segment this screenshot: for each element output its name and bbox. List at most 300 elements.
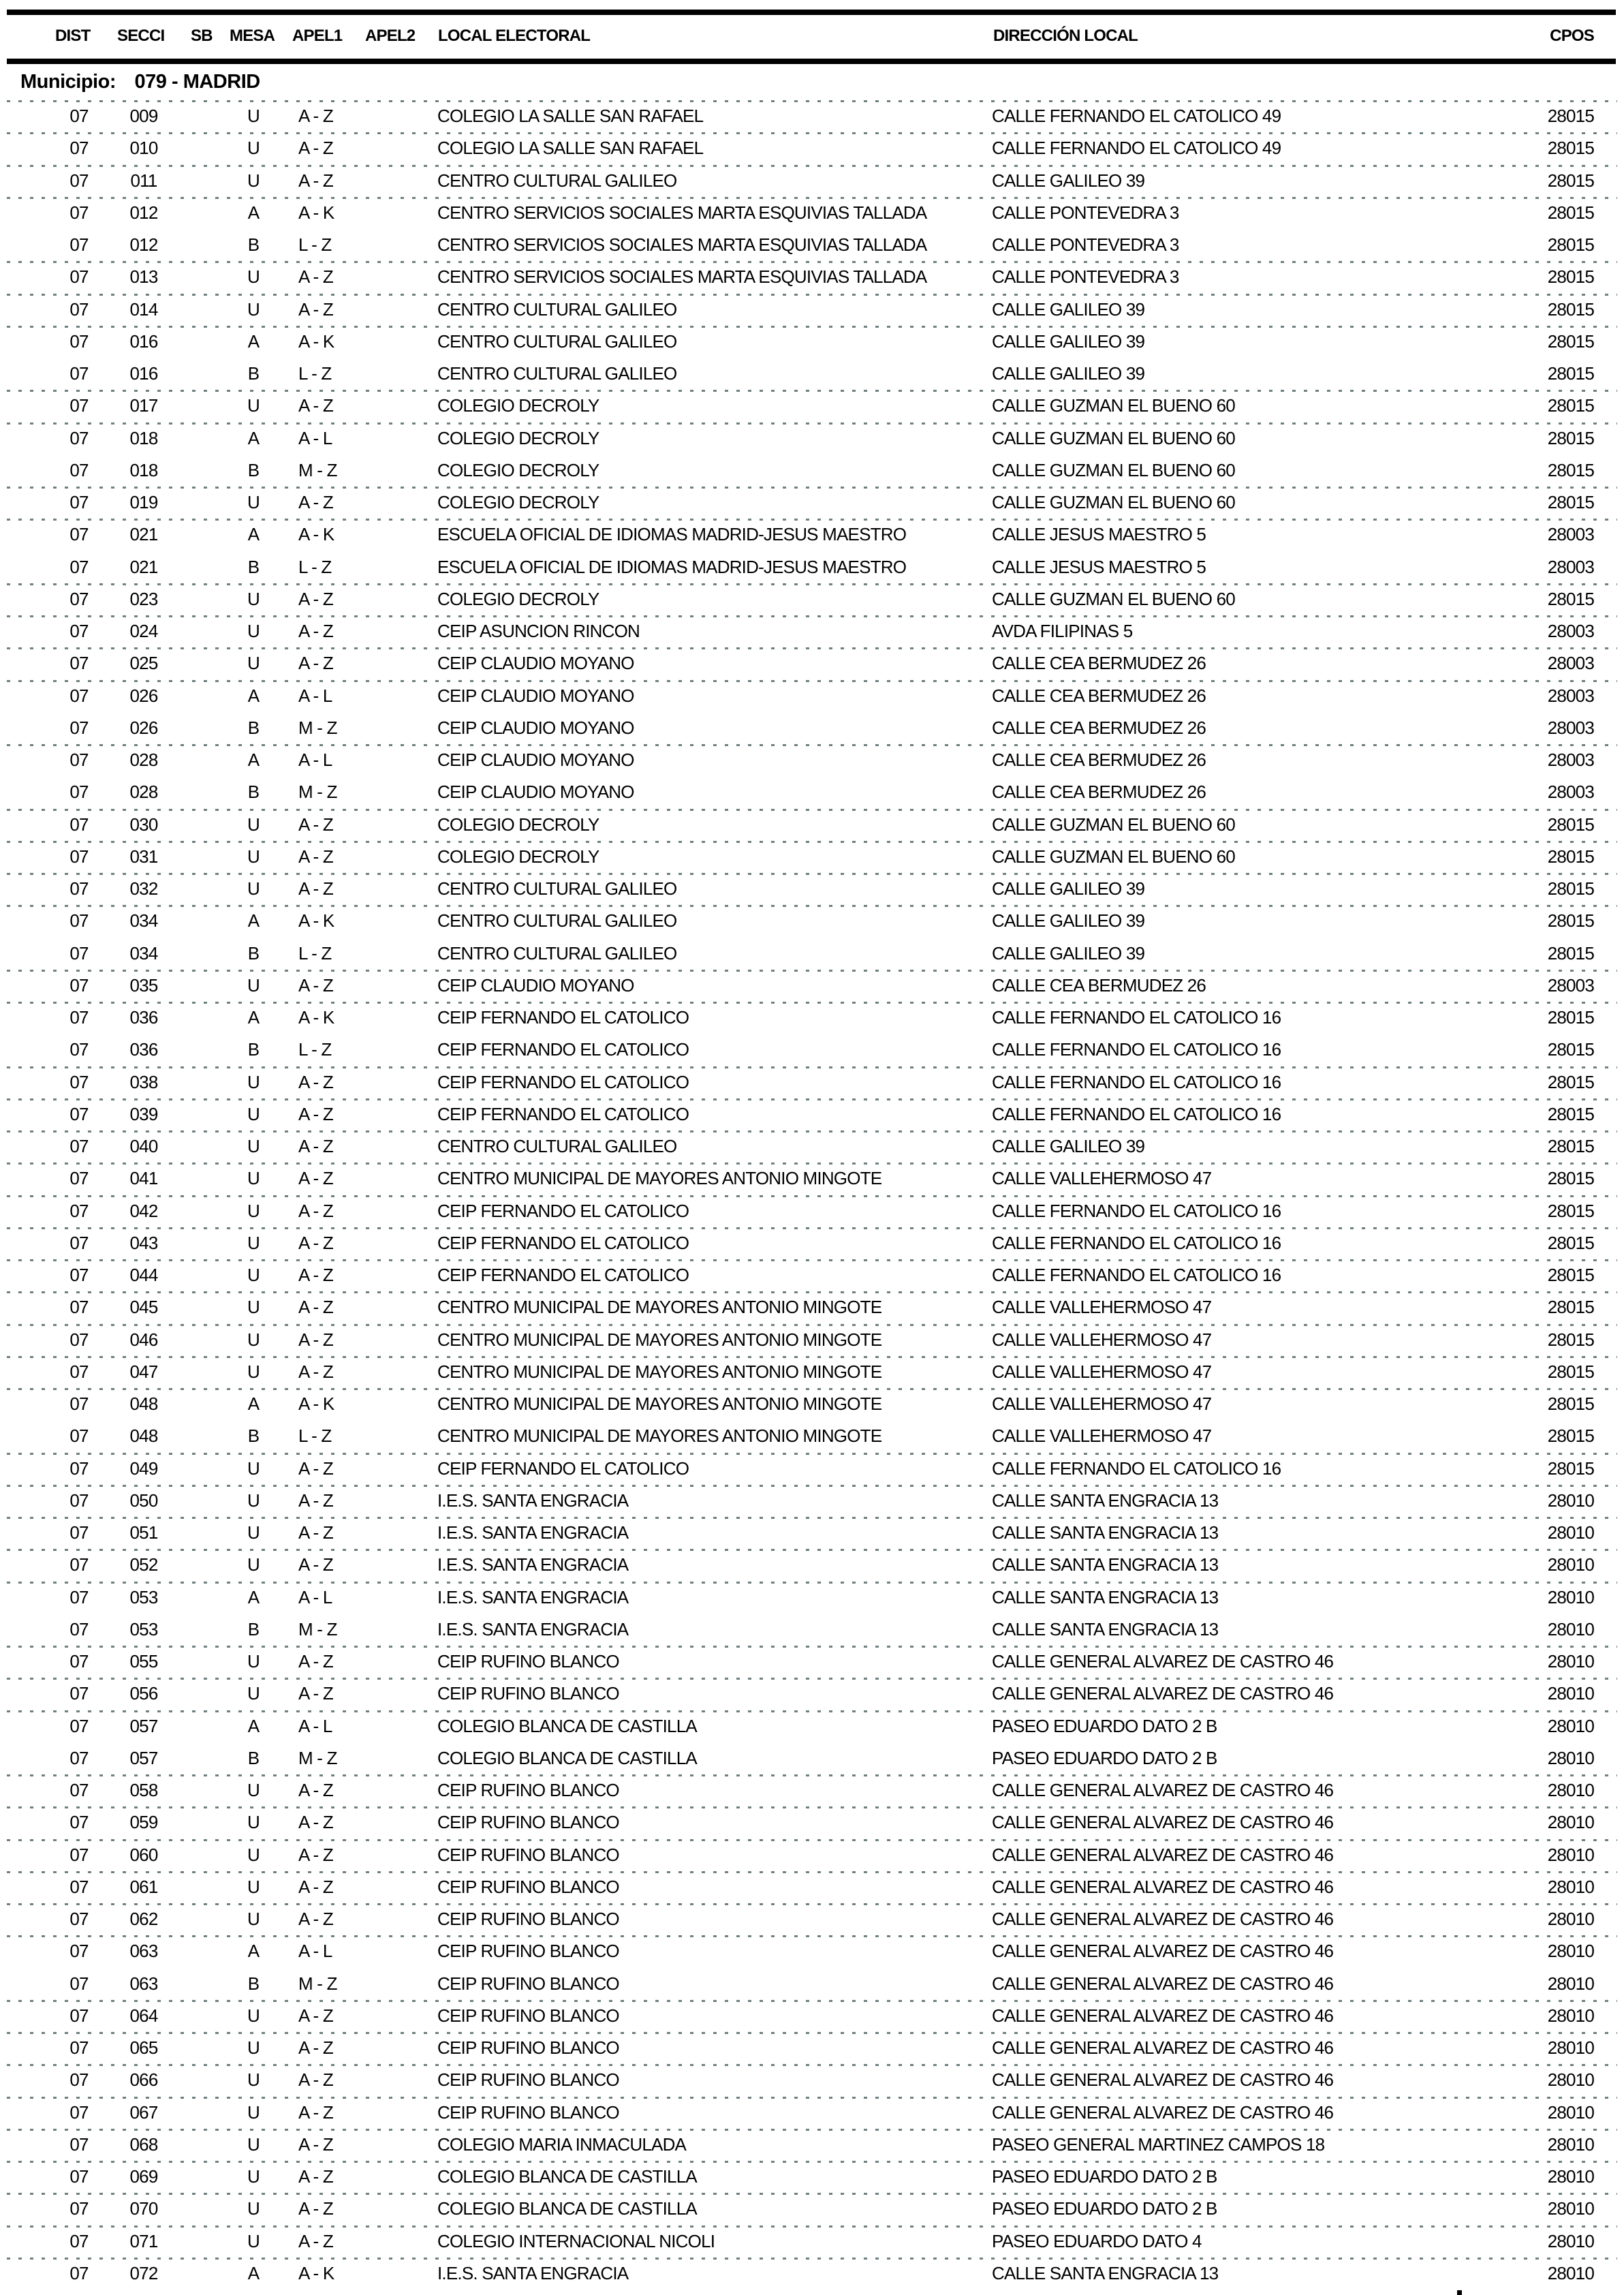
cell-dist: 07 [69, 492, 89, 512]
cell-mesa: U [247, 1812, 260, 1833]
cell-secci: 034 [129, 910, 158, 931]
cell-secci: 011 [130, 170, 157, 191]
cell-mesa: U [247, 1651, 260, 1672]
cell-mesa: A [247, 427, 260, 448]
cell-direccion: CALLE FERNANDO EL CATOLICO 49 [992, 138, 1281, 159]
table-row [0, 197, 1624, 229]
cell-cpos: 28003 [1547, 524, 1594, 545]
cell-secci: 034 [129, 942, 158, 964]
cell-dist: 07 [69, 1554, 89, 1575]
cell-secci: 063 [129, 1973, 158, 1994]
table-row [0, 1582, 1624, 1614]
cell-apel1: A - Z [298, 2230, 333, 2251]
table-row [0, 1098, 1624, 1130]
table-row [0, 841, 1624, 873]
cell-apel1: L - Z [298, 363, 332, 384]
table-row [0, 2000, 1624, 2032]
section-block [0, 487, 1624, 519]
table-row [0, 1259, 1624, 1291]
cell-direccion: CALLE PONTEVEDRA 3 [992, 234, 1179, 255]
cell-dist: 07 [69, 1780, 89, 1800]
table-row [0, 551, 1624, 583]
section-block [0, 1388, 1624, 1453]
cell-local: I.E.S. SANTA ENGRACIA [437, 1522, 629, 1543]
table-row [0, 1356, 1624, 1388]
cell-apel1: A - Z [298, 1780, 333, 1800]
cell-dist: 07 [69, 814, 89, 835]
cell-local: CEIP RUFINO BLANCO [437, 2101, 619, 2123]
table-row [0, 1871, 1624, 1903]
cell-mesa: B [247, 942, 260, 964]
table-row [0, 326, 1624, 358]
cell-direccion: CALLE FERNANDO EL CATOLICO 16 [992, 1232, 1281, 1253]
cell-mesa: U [247, 1780, 260, 1800]
cell-direccion: CALLE GENERAL ALVAREZ DE CASTRO 46 [992, 1844, 1334, 1865]
cell-dist: 07 [69, 1393, 89, 1414]
cell-direccion: CALLE VALLEHERMOSO 47 [992, 1168, 1212, 1189]
cell-sb [191, 1130, 215, 1162]
cell-mesa: U [247, 2005, 260, 2026]
cell-mesa: U [247, 653, 260, 674]
cell-dist: 07 [69, 524, 89, 545]
cell-dist: 07 [69, 782, 89, 803]
cell-local: CEIP FERNANDO EL CATOLICO [437, 1232, 689, 1253]
cell-sb [191, 1678, 215, 1710]
cell-apel1: A - Z [298, 1136, 333, 1156]
cell-cpos: 28015 [1547, 1168, 1594, 1189]
cell-sb [191, 455, 215, 487]
cell-mesa: A [247, 1393, 260, 1414]
cell-cpos: 28010 [1547, 1780, 1594, 1800]
section-block [0, 519, 1624, 583]
cell-direccion: CALLE GUZMAN EL BUENO 60 [992, 459, 1235, 480]
section-block [0, 809, 1624, 841]
cell-mesa: B [247, 1039, 260, 1060]
cell-mesa: A [247, 330, 260, 352]
cell-apel1: A - Z [298, 621, 333, 641]
cell-direccion: CALLE GUZMAN EL BUENO 60 [992, 814, 1235, 835]
cell-mesa: U [247, 1232, 260, 1253]
section-block [0, 2064, 1624, 2096]
cell-local: CEIP FERNANDO EL CATOLICO [437, 1265, 689, 1285]
top-rule [7, 10, 1616, 15]
cell-secci: 048 [129, 1393, 158, 1414]
cell-mesa: U [247, 621, 260, 641]
cell-direccion: CALLE CEA BERMUDEZ 26 [992, 750, 1206, 770]
cell-cpos: 28003 [1547, 653, 1594, 674]
cell-dist: 07 [69, 556, 89, 577]
cell-secci: 066 [129, 2069, 158, 2091]
cell-cpos: 28010 [1547, 2230, 1594, 2251]
cell-local: CENTRO CULTURAL GALILEO [437, 170, 677, 191]
cell-sb [191, 1002, 215, 1034]
table-row [0, 229, 1624, 261]
cell-secci: 041 [129, 1168, 158, 1189]
cell-cpos: 28003 [1547, 621, 1594, 641]
cell-dist: 07 [69, 1909, 89, 1929]
cell-apel1: A - Z [298, 1554, 333, 1575]
section-block [0, 583, 1624, 615]
cell-direccion: PASEO EDUARDO DATO 4 [992, 2230, 1202, 2251]
cell-dist: 07 [69, 2101, 89, 2123]
cell-mesa: U [247, 2134, 260, 2155]
cell-direccion: CALLE FERNANDO EL CATOLICO 49 [992, 106, 1281, 126]
cell-local: CEIP CLAUDIO MOYANO [437, 782, 634, 803]
cell-dist: 07 [69, 1361, 89, 1382]
cell-mesa: U [247, 170, 260, 191]
cell-dist: 07 [69, 266, 89, 288]
cell-secci: 017 [129, 395, 158, 416]
cell-mesa: U [247, 106, 260, 126]
cell-local: CENTRO MUNICIPAL DE MAYORES ANTONIO MINGOTE [437, 1426, 882, 1447]
cell-apel1: A - Z [298, 1361, 333, 1382]
cell-apel1: A - L [298, 1715, 332, 1736]
cell-mesa: B [247, 1973, 260, 1994]
cell-direccion: CALLE SANTA ENGRACIA 13 [992, 2262, 1219, 2283]
cell-cpos: 28015 [1547, 814, 1594, 835]
cell-local: ESCUELA OFICIAL DE IDIOMAS MADRID-JESUS MAESTRO [437, 556, 907, 577]
cell-apel1: A - Z [298, 2069, 333, 2091]
cell-mesa: B [247, 1747, 260, 1768]
cell-secci: 055 [129, 1651, 158, 1672]
cell-secci: 021 [129, 524, 158, 545]
cell-cpos: 28015 [1547, 1071, 1594, 1092]
cell-dist: 07 [69, 1297, 89, 1318]
cell-apel1: A - Z [298, 1232, 333, 1253]
cell-apel1: A - K [298, 524, 334, 545]
section-block [0, 197, 1624, 262]
cell-local: CENTRO MUNICIPAL DE MAYORES ANTONIO MINGOTE [437, 1297, 882, 1318]
cell-secci: 039 [129, 1103, 158, 1124]
section-block [0, 1903, 1624, 1935]
cell-mesa: A [247, 2262, 260, 2283]
cell-sb [191, 809, 215, 841]
cell-local: CENTRO SERVICIOS SOCIALES MARTA ESQUIVIAS TALLADA [437, 202, 927, 223]
cell-dist: 07 [69, 330, 89, 352]
table-row [0, 2258, 1624, 2290]
cell-apel1: A - Z [298, 653, 333, 674]
cell-direccion: CALLE FERNANDO EL CATOLICO 16 [992, 1007, 1281, 1028]
column-header-mesa: MESA [230, 27, 275, 45]
cell-dist: 07 [69, 1136, 89, 1156]
cell-cpos: 28010 [1547, 1554, 1594, 1575]
cell-dist: 07 [69, 1039, 89, 1060]
table-row [0, 970, 1624, 1002]
cell-direccion: CALLE GALILEO 39 [992, 878, 1145, 899]
cell-mesa: U [247, 266, 260, 288]
cell-mesa: A [247, 1941, 260, 1962]
table-row [0, 1195, 1624, 1227]
table-row [0, 261, 1624, 293]
cell-apel1: A - Z [298, 1458, 333, 1479]
cell-direccion: AVDA FILIPINAS 5 [992, 621, 1133, 641]
cell-mesa: U [247, 492, 260, 512]
cell-cpos: 28003 [1547, 685, 1594, 706]
cell-mesa: U [247, 1554, 260, 1575]
cell-secci: 072 [129, 2262, 158, 2283]
cell-local: COLEGIO DECROLY [437, 846, 599, 867]
cell-mesa: U [247, 1168, 260, 1189]
cell-direccion: CALLE CEA BERMUDEZ 26 [992, 782, 1206, 803]
cell-sb [191, 1806, 215, 1838]
cell-sb [191, 1034, 215, 1066]
cell-direccion: CALLE GENERAL ALVAREZ DE CASTRO 46 [992, 2037, 1334, 2058]
cell-cpos: 28010 [1547, 2101, 1594, 2123]
table-row [0, 1742, 1624, 1774]
cell-apel1: A - Z [298, 1329, 333, 1350]
cell-cpos: 28015 [1547, 492, 1594, 512]
municipio-heading [20, 69, 260, 95]
section-block [0, 1098, 1624, 1130]
cell-apel1: A - Z [298, 878, 333, 899]
cell-secci: 030 [129, 814, 158, 835]
cell-sb [191, 1356, 215, 1388]
section-block [0, 261, 1624, 293]
table-row [0, 2193, 1624, 2225]
cell-local: CEIP RUFINO BLANCO [437, 1876, 619, 1897]
header-rule [7, 59, 1616, 64]
cell-secci: 018 [129, 427, 158, 448]
cell-cpos: 28003 [1547, 750, 1594, 770]
cell-direccion: CALLE GENERAL ALVAREZ DE CASTRO 46 [992, 1909, 1334, 1929]
cell-sb [191, 1098, 215, 1130]
cell-local: COLEGIO BLANCA DE CASTILLA [437, 2198, 697, 2219]
cell-direccion: CALLE SANTA ENGRACIA 13 [992, 1522, 1219, 1543]
cell-secci: 047 [129, 1361, 158, 1382]
cell-local: CEIP FERNANDO EL CATOLICO [437, 1103, 689, 1124]
cell-dist: 07 [69, 1265, 89, 1285]
cell-secci: 069 [129, 2166, 158, 2187]
cell-secci: 036 [129, 1039, 158, 1060]
cell-secci: 052 [129, 1554, 158, 1575]
table-row [0, 1968, 1624, 2000]
section-block [0, 422, 1624, 487]
table-row [0, 1549, 1624, 1581]
cell-secci: 043 [129, 1232, 158, 1253]
cell-cpos: 28010 [1547, 1715, 1594, 1736]
section-block [0, 1774, 1624, 1806]
cell-direccion: CALLE GENERAL ALVAREZ DE CASTRO 46 [992, 2101, 1334, 2123]
column-header-sb: SB [191, 27, 213, 45]
section-block [0, 970, 1624, 1002]
cell-local: COLEGIO BLANCA DE CASTILLA [437, 1715, 697, 1736]
cell-cpos: 28010 [1547, 1909, 1594, 1929]
cell-secci: 059 [129, 1812, 158, 1833]
cell-sb [191, 1839, 215, 1871]
section-block [0, 1259, 1624, 1291]
cell-sb [191, 1453, 215, 1485]
cell-direccion: CALLE PONTEVEDRA 3 [992, 202, 1179, 223]
table-row [0, 905, 1624, 937]
section-block [0, 2225, 1624, 2258]
section-block [0, 1195, 1624, 1227]
cell-mesa: U [247, 1329, 260, 1350]
cell-local: COLEGIO MARIA INMACULADA [437, 2134, 687, 2155]
cell-cpos: 28015 [1547, 395, 1594, 416]
cell-cpos: 28003 [1547, 974, 1594, 996]
cell-direccion: CALLE GUZMAN EL BUENO 60 [992, 395, 1235, 416]
cell-cpos: 28015 [1547, 1458, 1594, 1479]
cell-apel1: A - Z [298, 1071, 333, 1092]
cell-apel1: A - Z [298, 846, 333, 867]
cell-apel1: A - Z [298, 1168, 333, 1189]
cell-local: COLEGIO BLANCA DE CASTILLA [437, 1747, 697, 1768]
cell-sb [191, 1388, 215, 1420]
cell-dist: 07 [69, 1876, 89, 1897]
cell-sb [191, 1549, 215, 1581]
cell-sb [191, 1517, 215, 1549]
cell-cpos: 28015 [1547, 427, 1594, 448]
cell-sb [191, 744, 215, 776]
cell-apel1: A - Z [298, 2005, 333, 2026]
cell-local: CEIP CLAUDIO MOYANO [437, 685, 634, 706]
cell-apel1: A - Z [298, 974, 333, 996]
cell-dist: 07 [69, 1007, 89, 1028]
section-block [0, 647, 1624, 679]
cell-direccion: CALLE GENERAL ALVAREZ DE CASTRO 46 [992, 1780, 1334, 1800]
cell-mesa: A [247, 1715, 260, 1736]
cell-dist: 07 [69, 1329, 89, 1350]
column-header-cpos: CPOS [1550, 27, 1594, 45]
cell-local: COLEGIO DECROLY [437, 814, 599, 835]
cell-local: CEIP CLAUDIO MOYANO [437, 653, 634, 674]
cell-sb [191, 358, 215, 390]
cell-secci: 024 [129, 621, 158, 641]
cell-dist: 07 [69, 2166, 89, 2187]
cell-cpos: 28010 [1547, 2069, 1594, 2091]
cell-direccion: CALLE GUZMAN EL BUENO 60 [992, 492, 1235, 512]
cell-dist: 07 [69, 363, 89, 384]
cell-dist: 07 [69, 1426, 89, 1447]
table-row [0, 390, 1624, 422]
cell-mesa: B [247, 1618, 260, 1639]
cell-sb [191, 1742, 215, 1774]
cell-local: CEIP RUFINO BLANCO [437, 2037, 619, 2058]
cell-sb [191, 326, 215, 358]
cell-secci: 061 [129, 1876, 158, 1897]
cell-apel1: A - K [298, 1393, 334, 1414]
cell-local: CEIP RUFINO BLANCO [437, 1780, 619, 1800]
section-block [0, 2193, 1624, 2225]
cell-sb [191, 229, 215, 261]
cell-mesa: A [247, 1586, 260, 1607]
table-row [0, 2161, 1624, 2193]
cell-sb [191, 1227, 215, 1259]
cell-cpos: 28015 [1547, 330, 1594, 352]
cell-direccion: PASEO GENERAL MARTINEZ CAMPOS 18 [992, 2134, 1325, 2155]
cell-apel1: A - K [298, 330, 334, 352]
cell-mesa: A [247, 685, 260, 706]
column-header-apel2: APEL2 [365, 27, 416, 45]
cell-dist: 07 [69, 1522, 89, 1543]
section-block [0, 1453, 1624, 1485]
cell-apel1: A - Z [298, 1297, 333, 1318]
cell-sb [191, 776, 215, 808]
cell-dist: 07 [69, 685, 89, 706]
cell-sb [191, 519, 215, 551]
table-row [0, 1517, 1624, 1549]
cell-apel1: A - Z [298, 1683, 333, 1704]
cell-secci: 012 [129, 202, 158, 223]
table-row [0, 100, 1624, 132]
cell-cpos: 28015 [1547, 1297, 1594, 1318]
table-row [0, 1903, 1624, 1935]
cell-mesa: U [247, 1876, 260, 1897]
cell-local: CEIP RUFINO BLANCO [437, 2005, 619, 2026]
table-row [0, 422, 1624, 455]
cell-local: CEIP FERNANDO EL CATOLICO [437, 1039, 689, 1060]
section-block [0, 873, 1624, 905]
cell-sb [191, 132, 215, 164]
cell-secci: 049 [129, 1458, 158, 1479]
cell-direccion: CALLE CEA BERMUDEZ 26 [992, 717, 1206, 738]
cell-local: CEIP FERNANDO EL CATOLICO [437, 1007, 689, 1028]
cell-sb [191, 2161, 215, 2193]
section-block [0, 100, 1624, 132]
table-row [0, 583, 1624, 615]
cell-mesa: U [247, 2166, 260, 2187]
cell-secci: 053 [129, 1586, 158, 1607]
table-row [0, 1485, 1624, 1517]
cell-local: CENTRO SERVICIOS SOCIALES MARTA ESQUIVIAS TALLADA [437, 266, 927, 288]
cell-apel1: A - Z [298, 2198, 333, 2219]
cell-secci: 013 [129, 266, 158, 288]
cell-secci: 065 [129, 2037, 158, 2058]
cell-cpos: 28015 [1547, 170, 1594, 191]
cell-local: COLEGIO BLANCA DE CASTILLA [437, 2166, 697, 2187]
table-row [0, 1839, 1624, 1871]
cell-sb [191, 390, 215, 422]
cell-dist: 07 [69, 1071, 89, 1092]
cell-dist: 07 [69, 2262, 89, 2283]
cell-cpos: 28010 [1547, 1941, 1594, 1962]
cell-secci: 040 [129, 1136, 158, 1156]
cell-apel1: M - Z [298, 1973, 337, 1994]
cell-apel1: A - Z [298, 492, 333, 512]
cell-cpos: 28015 [1547, 202, 1594, 223]
page-number-cutoff-mark [1457, 2290, 1462, 2295]
cell-sb [191, 1420, 215, 1452]
cell-secci: 038 [129, 1071, 158, 1092]
cell-secci: 021 [129, 556, 158, 577]
cell-direccion: CALLE SANTA ENGRACIA 13 [992, 1618, 1219, 1639]
cell-local: COLEGIO DECROLY [437, 588, 599, 609]
cell-cpos: 28015 [1547, 1136, 1594, 1156]
cell-direccion: CALLE FERNANDO EL CATOLICO 16 [992, 1039, 1281, 1060]
cell-cpos: 28010 [1547, 1586, 1594, 1607]
cell-secci: 067 [129, 2101, 158, 2123]
cell-sb [191, 1582, 215, 1614]
cell-cpos: 28015 [1547, 234, 1594, 255]
cell-local: I.E.S. SANTA ENGRACIA [437, 1618, 629, 1639]
cell-sb [191, 873, 215, 905]
cell-direccion: PASEO EDUARDO DATO 2 B [992, 2166, 1217, 2187]
cell-dist: 07 [69, 1200, 89, 1221]
cell-local: CENTRO MUNICIPAL DE MAYORES ANTONIO MINGOTE [437, 1329, 882, 1350]
section-block [0, 905, 1624, 970]
cell-direccion: CALLE GALILEO 39 [992, 330, 1145, 352]
cell-dist: 07 [69, 2134, 89, 2155]
cell-cpos: 28015 [1547, 459, 1594, 480]
cell-local: COLEGIO DECROLY [437, 395, 599, 416]
cell-apel1: M - Z [298, 459, 337, 480]
cell-apel1: L - Z [298, 556, 332, 577]
section-block [0, 1002, 1624, 1066]
cell-secci: 071 [129, 2230, 158, 2251]
cell-secci: 032 [129, 878, 158, 899]
cell-dist: 07 [69, 106, 89, 126]
cell-local: CEIP FERNANDO EL CATOLICO [437, 1200, 689, 1221]
